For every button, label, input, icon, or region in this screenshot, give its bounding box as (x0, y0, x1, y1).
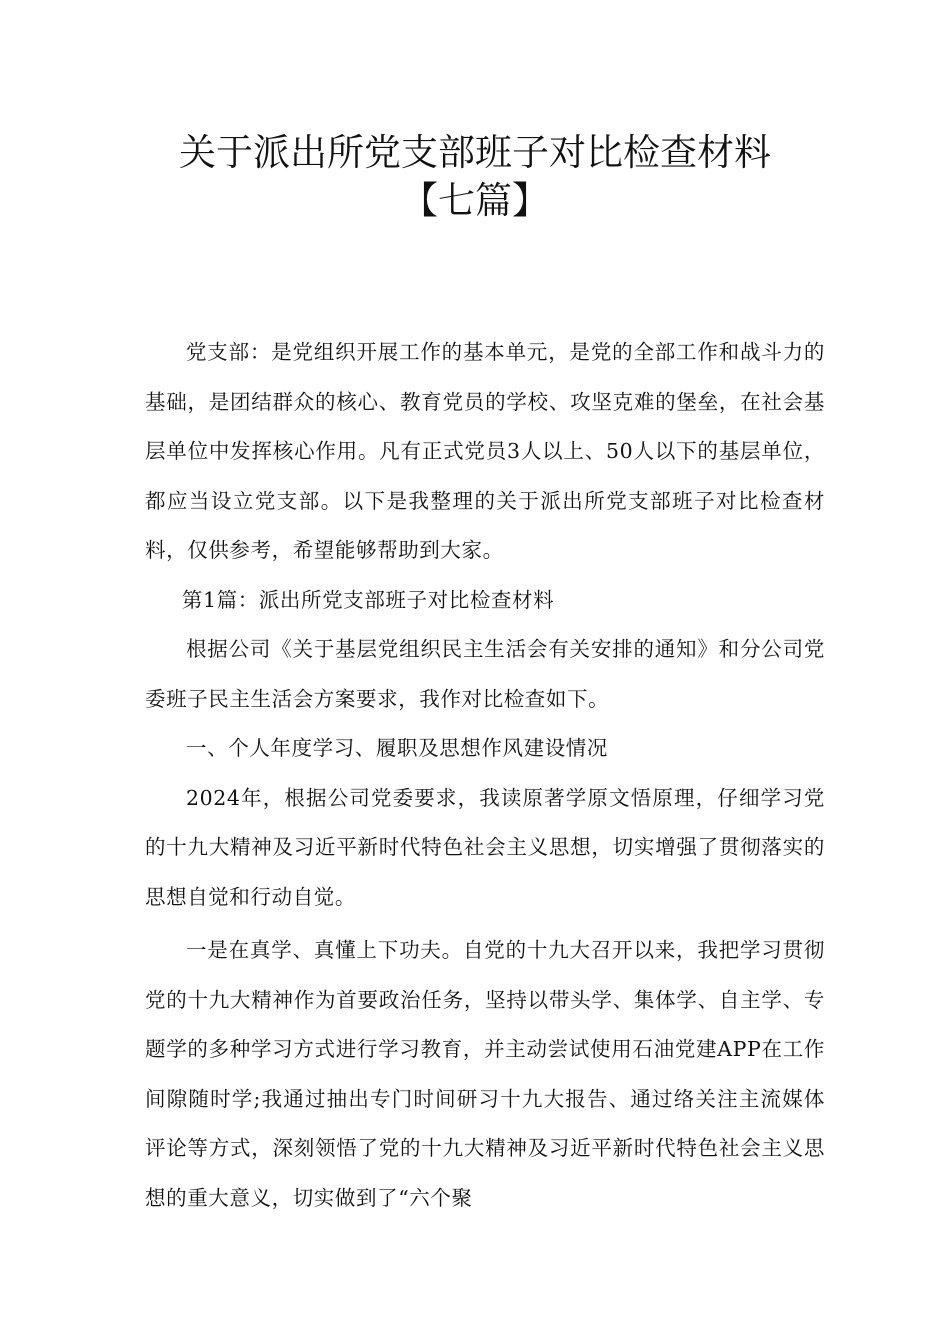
document-title-suffix: 【七篇】 (401, 179, 549, 222)
document-body (145, 328, 825, 1223)
section-heading-part-1: 第1篇：派出所党支部班子对比检查材料 (181, 587, 555, 612)
body-paragraph: 根据公司《关于基层党组织民主生活会有关安排的通知》和分公司党委班子民主生活会方案要求，我作对比检查如下。 (145, 637, 825, 711)
body-paragraph: 2024年，根据公司党委要求，我读原著学原文悟原理，仔细学习党的十九大精神及习近平新时代特色社会主义思想，切实增强了贯彻落实的思想自觉和行动自觉。 (145, 785, 825, 909)
section-heading: 一、个人年度学习、履职及思想作风建设情况 (186, 736, 608, 760)
intro-paragraph: 党支部：是党组织开展工作的基本单元，是党的全部工作和战斗力的基础，是团结群众的核心、教育党员的学校、攻坚克难的堡垒，在社会基层单位中发挥核心作用。凡有正式党员3人以上、50人以下的基层单位，都应当设立党支部。以下是我整理的关于派出所党支部班子对比检查材料，仅供参考，希望能够帮助到大家。 (145, 340, 825, 562)
body-paragraph: 一是在真学、真懂上下功夫。自党的十九大召开以来，我把学习贯彻党的十九大精神作为首要政治任务，坚持以带头学、集体学、自主学、专题学的多种学习方式进行学习教育，并主动尝试使用石油党建APP在工作间隙随时学;我通过抽出专门时间研习十九大报告、通过络关注主流媒体评论等方式，深刻领悟了党的十九大精神及习近平新时代特色社会主义思想的重大意义，切实做到了“六个聚 (145, 938, 825, 1210)
document-title: 关于派出所党支部班子对比检查材料 (179, 131, 771, 174)
